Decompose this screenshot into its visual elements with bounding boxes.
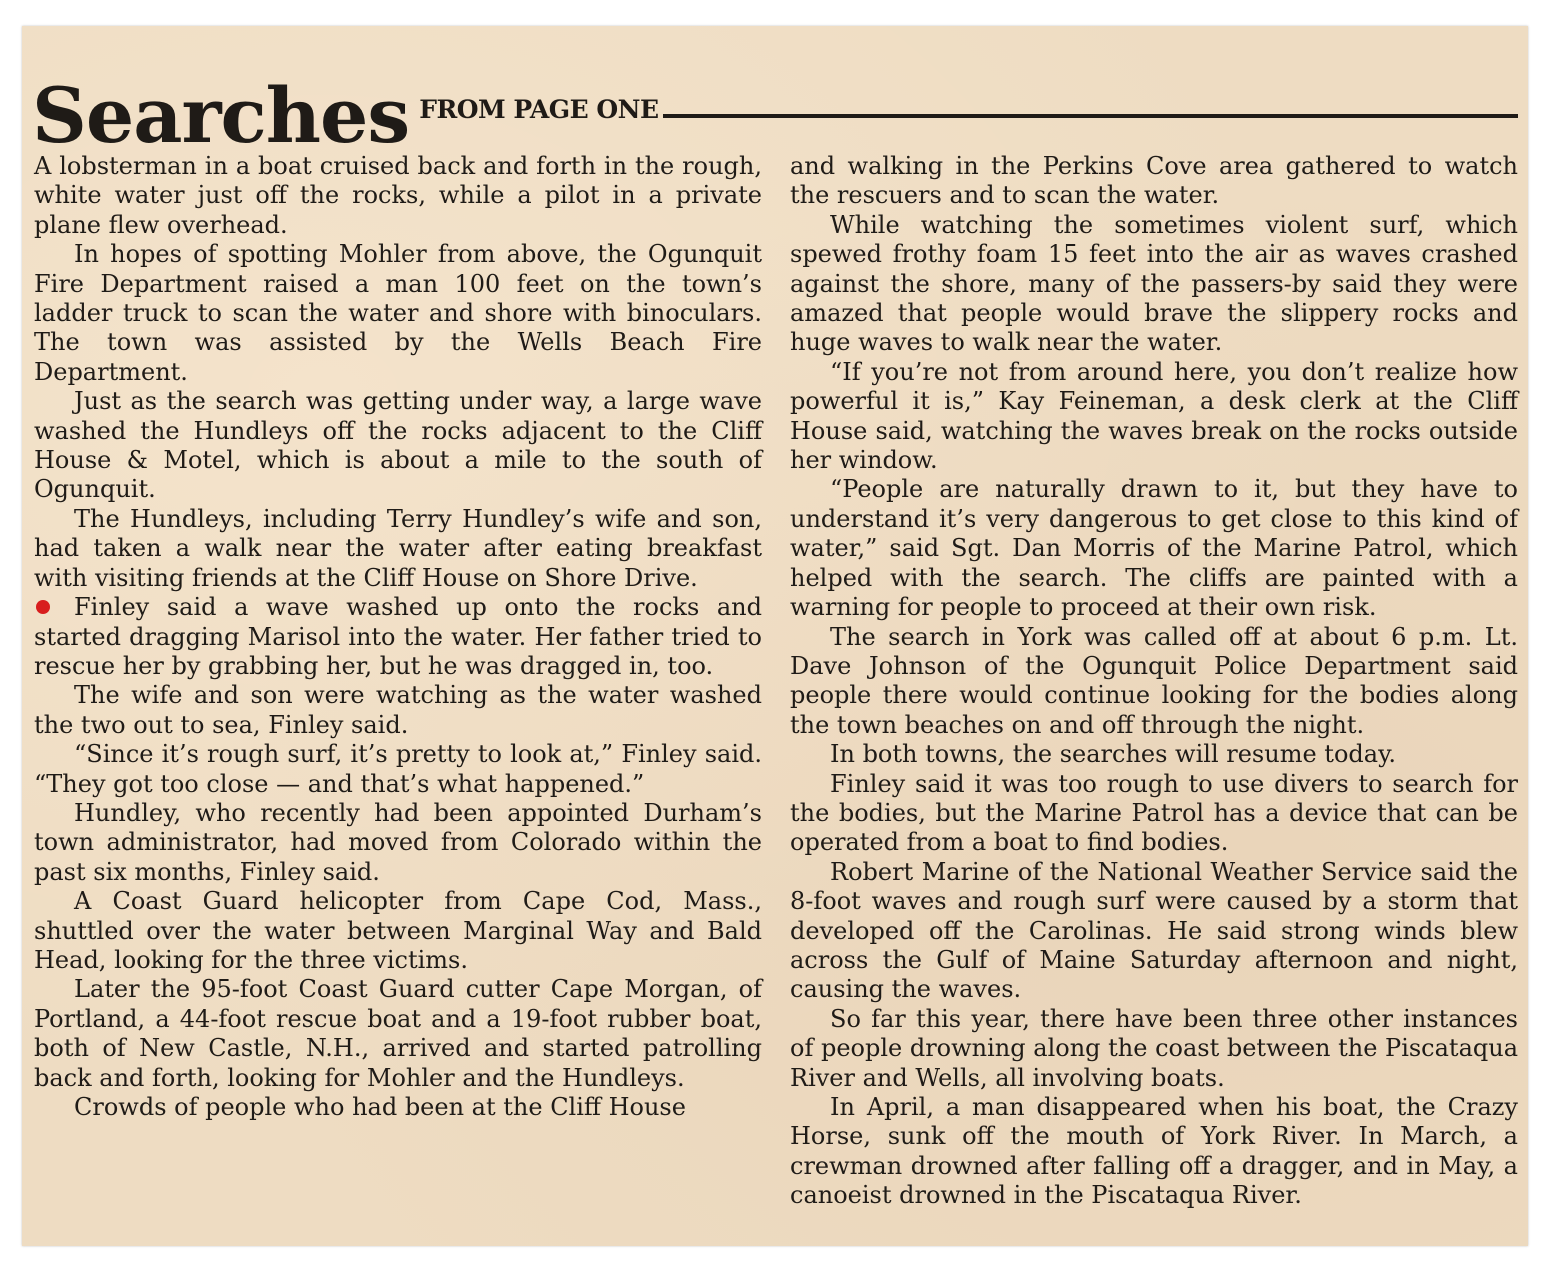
- headline-rule: [663, 114, 1518, 118]
- headline: Searches: [32, 71, 410, 160]
- paragraph: The search in York was called off at about 6 p.m. Lt. Dave Johnson of the Ogunquit Police Department said people there would continue looking for the bodies along the town beaches on and off through the night.: [790, 622, 1518, 739]
- paragraph: So far this year, there have been three other instances of people drowning along the coast between the Piscataqua River and Wells, all involving boats.: [790, 1004, 1519, 1092]
- paragraph: and walking in the Perkins Cove area gathered to watch the rescuers and to scan the water.: [790, 152, 1518, 210]
- paragraph: “People are naturally drawn to it, but they have to understand it’s very dangerous to get close to this kind of water,” said Sgt. Dan Morris of the Marine Patrol, which helped with the search. The cliffs are painted with a warning for people to proceed at their own risk.: [790, 475, 1518, 622]
- paragraph: Finley said it was too rough to use divers to search for the bodies, but the Marine Patrol has a device that can be operated from a boat to find bodies.: [790, 769, 1518, 857]
- paragraph: The Hundleys, including Terry Hundley’s wife and son, had taken a walk near the water after eating breakfast with visiting friends at the Cliff House on Shore Drive.: [34, 504, 762, 592]
- paragraph: Later the 95-foot Coast Guard cutter Cape Morgan, of Portland, a 44-foot rescue boat and a 19-foot rubber boat, both of New Castle, N.H., arrived and started patrolling back and forth, looking for Mohler and the Hundleys.: [34, 975, 762, 1092]
- paragraph: Crowds of people who had been at the Cliff House: [74, 1093, 686, 1121]
- paragraph: “Since it’s rough surf, it’s pretty to look at,” Finley said. “They got too close — and that’s what happened.”: [34, 740, 762, 798]
- article-body: [34, 152, 1518, 1238]
- paragraph: “If you’re not from around here, you don’t realize how powerful it is,” Kay Feineman, a desk clerk at the Cliff House said, watching the waves break on the rocks outside her window.: [790, 357, 1518, 475]
- paragraph: In hopes of spotting Mohler from above, the Ogunquit Fire Department raised a man 100 feet on the town’s ladder truck to scan the water and shore with binoculars. The town was assisted by the Wells Beach Fire Department.: [34, 240, 762, 386]
- paragraph: Just as the search was getting under way, a large wave washed the Hundleys off the rocks adjacent to the Cliff House & Motel, which is about a mile to the south of Ogunquit.: [34, 387, 762, 504]
- paragraph: In both towns, the searches will resume today.: [830, 740, 1397, 769]
- headline-row: [32, 44, 1518, 160]
- paragraph: A lobsterman in a boat cruised back and forth in the rough, white water just off the rocks, while a pilot in a private plane flew overhead.: [34, 152, 762, 239]
- left-column: [34, 152, 762, 1238]
- paragraph: While watching the sometimes violent surf, which spewed frothy foam 15 feet into the air as waves crashed against the shore, many of the passers-by said they were amazed that people would brave the slippery rocks and huge waves to walk near the water.: [790, 210, 1518, 357]
- right-column: [790, 152, 1518, 1238]
- paragraph-text: Finley said a wave washed up onto the rocks and started dragging Marisol into the water. Her father tried to rescue her by grabbing her, but he was dragged in, too.: [34, 593, 762, 680]
- paragraph-marked: [34, 593, 762, 681]
- newspaper-clipping: [22, 26, 1528, 1246]
- kicker-from-page-one: FROM PAGE ONE: [419, 95, 659, 124]
- paragraph: In April, a man disappeared when his boat, the Crazy Horse, sunk off the mouth of York River. In March, a crewman drowned after falling off a dragger, and in May, a canoeist drowned in the Piscataqua River.: [790, 1093, 1518, 1210]
- paragraph: The wife and son were watching as the water washed the two out to sea, Finley said.: [34, 681, 762, 739]
- paragraph: Robert Marine of the National Weather Service said the 8-foot waves and rough surf were caused by a storm that developed off the Carolinas. He said strong winds blew across the Gulf of Maine Saturday afternoon and night, causing the waves.: [790, 857, 1518, 1004]
- paragraph: A Coast Guard helicopter from Cape Cod, Mass., shuttled over the water between Marginal Way and Bald Head, looking for the three victims.: [34, 887, 762, 974]
- paragraph: Hundley, who recently had been appointed Durham’s town administrator, had moved from Colorado within the past six months, Finley said.: [34, 798, 762, 886]
- red-dot-marker-icon: [36, 600, 50, 614]
